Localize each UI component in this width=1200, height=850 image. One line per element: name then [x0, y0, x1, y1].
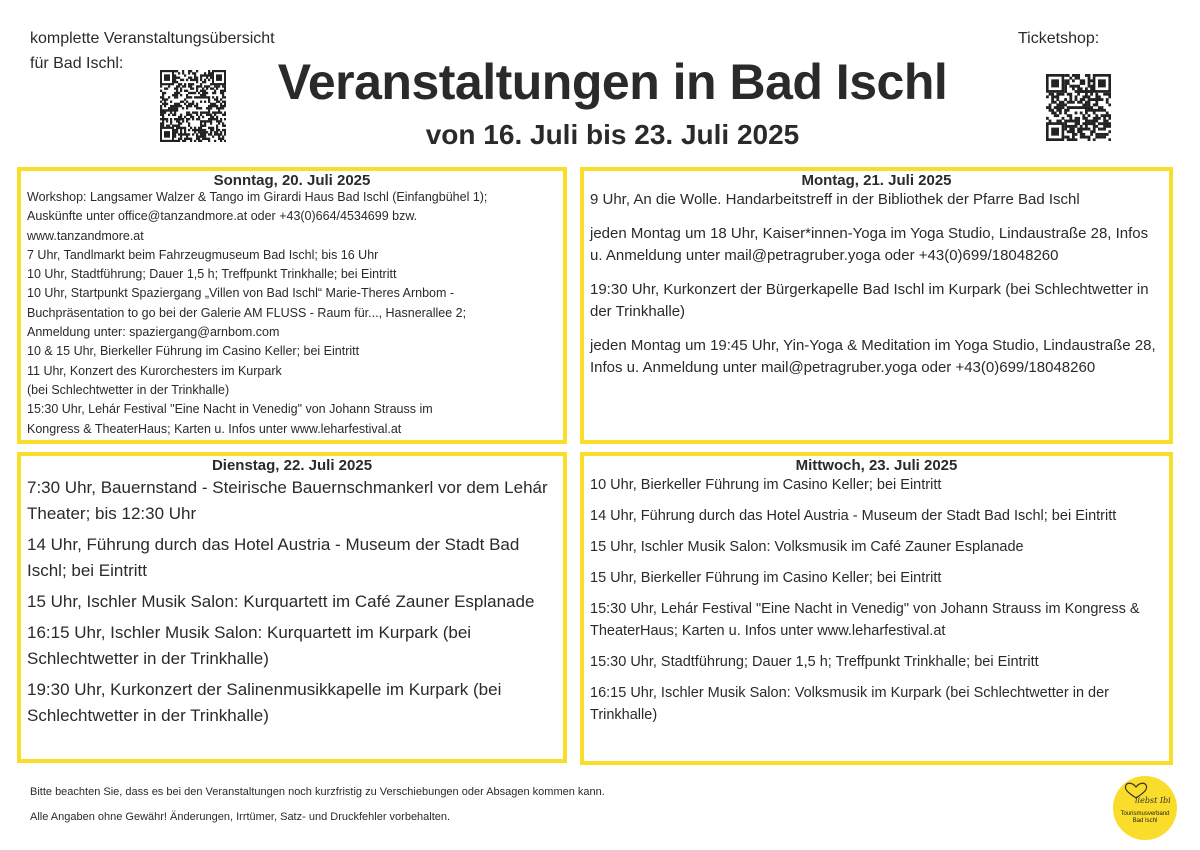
event-item: 7:30 Uhr, Bauernstand - Steirische Bauernschmankerl vor dem Lehár Theater; bis 12:30 Uhr [27, 478, 548, 523]
event-item: jeden Montag um 19:45 Uhr, Yin-Yoga & Meditation im Yoga Studio, Lindaustraße 28, Infos u. Anmeldung unter mail@petragruber.yoga oder +43(0)699/18048260 [590, 336, 1156, 376]
event-item: 15 Uhr, Ischler Musik Salon: Kurquartett im Café Zauner Esplanade [27, 592, 535, 611]
day-heading: Dienstag, 22. Juli 2025 [211, 457, 373, 474]
page-title: Veranstaltungen in Bad Ischl [277, 54, 948, 110]
event-line: (bei Schlechtwetter in der Trinkhalle) [27, 382, 230, 397]
event-item: jeden Montag um 18 Uhr, Kaiser*innen-Yoga im Yoga Studio, Lindaustraße 28, Infos u. Anmeldung unter mail@petragruber.yoga oder +43(0)699/18048260 [590, 224, 1149, 264]
disclaimer-changes: Bitte beachten Sie, dass es bei den Veranstaltungen noch kurzfristig zu Verschiebungen oder Absagen kommen kann. [30, 786, 605, 798]
day-heading: Montag, 21. Juli 2025 [801, 172, 952, 189]
logo-org-line1: Tourismusverband [1120, 811, 1170, 817]
day-box-monday [580, 167, 1173, 444]
event-line: Kongress & TheaterHaus; Karten u. Infos unter www.leharfestival.at [27, 421, 402, 436]
event-line: Workshop: Langsamer Walzer & Tango im Girardi Haus Bad Ischl (Einfangbühel 1); [27, 190, 488, 204]
logo-org-line2: Bad Ischl [1132, 818, 1158, 824]
event-line: 7 Uhr, Tandlmarkt beim Fahrzeugmuseum Bad Ischl; bis 16 Uhr [27, 247, 379, 262]
event-item: 19:30 Uhr, Kurkonzert der Bürgerkapelle Bad Ischl im Kurpark (bei Schlechtwetter in der Trinkhalle) [590, 280, 1149, 320]
page-subtitle: von 16. Juli bis 23. Juli 2025 [425, 119, 800, 150]
event-line: Auskünfte unter office@tanzandmore.at oder +43(0)664/4534699 bzw. [27, 209, 418, 224]
ticketshop-label: Ticketshop: [1018, 30, 1100, 47]
event-item: 16:15 Uhr, Ischler Musik Salon: Kurquartett im Kurpark (bei Schlechtwetter in der Trinkhalle) [27, 623, 472, 668]
event-item: 16:15 Uhr, Ischler Musik Salon: Volksmusik im Kurpark (bei Schlechtwetter in der Trinkhalle) [590, 685, 1109, 723]
event-line: 15:30 Uhr, Lehár Festival "Eine Nacht in Venedig" von Johann Strauss im [27, 402, 433, 417]
event-line: 10 & 15 Uhr, Bierkeller Führung im Casino Keller; bei Eintritt [27, 344, 360, 359]
day-box-sunday [17, 167, 567, 444]
event-line: www.tanzandmore.at [27, 228, 144, 243]
event-item: 14 Uhr, Führung durch das Hotel Austria - Museum der Stadt Bad Ischl; bei Eintritt [590, 508, 1117, 524]
event-item: 19:30 Uhr, Kurkonzert der Salinenmusikkapelle im Kurpark (bei Schlechtwetter in der Trinkhalle) [27, 680, 502, 725]
day-box-tuesday [17, 452, 567, 763]
event-item: 14 Uhr, Führung durch das Hotel Austria - Museum der Stadt Bad Ischl; bei Eintritt [27, 535, 520, 580]
event-item: 15:30 Uhr, Lehár Festival "Eine Nacht in Venedig" von Johann Strauss im Kongress & TheaterHaus; Karten u. Infos unter www.leharfestival.at [590, 601, 1140, 639]
event-line: Anmeldung unter: spaziergang@arnbom.com [27, 325, 280, 340]
tourismusverband-logo [1113, 776, 1177, 840]
overview-qr-code-icon[interactable] [160, 70, 226, 142]
event-item: 15:30 Uhr, Stadtführung; Dauer 1,5 h; Treffpunkt Trinkhalle; bei Eintritt [590, 654, 1039, 670]
overview-intro-line1: komplette Veranstaltungsübersicht [30, 30, 275, 47]
day-heading: Mittwoch, 23. Juli 2025 [795, 457, 958, 474]
event-line: 10 Uhr, Startpunkt Spaziergang „Villen von Bad Ischl“ Marie-Theres Arnbom - [27, 286, 455, 301]
ticketshop-qr-code-icon[interactable] [1046, 74, 1111, 141]
event-item: 15 Uhr, Ischler Musik Salon: Volksmusik im Café Zauner Esplanade [590, 539, 1024, 555]
disclaimer-no-warranty: Alle Angaben ohne Gewähr! Änderungen, Irrtümer, Satz- und Druckfehler vorbehalten. [30, 811, 451, 823]
day-heading: Sonntag, 20. Juli 2025 [213, 172, 371, 189]
event-line: 11 Uhr, Konzert des Kurorchesters im Kurpark [27, 363, 282, 378]
logo-script-text: liebst Ibi [1135, 796, 1171, 805]
day-box-wednesday [580, 452, 1173, 765]
event-item: 9 Uhr, An die Wolle. Handarbeitstreff in der Bibliothek der Pfarre Bad Ischl [590, 191, 1080, 208]
overview-intro-line2: für Bad Ischl: [30, 55, 124, 72]
event-line: 10 Uhr, Stadtführung; Dauer 1,5 h; Treffpunkt Trinkhalle; bei Eintritt [27, 267, 397, 282]
event-item: 10 Uhr, Bierkeller Führung im Casino Keller; bei Eintritt [590, 477, 942, 493]
event-line: Buchpräsentation to go bei der Galerie AM FLUSS - Raum für..., Hasnerallee 2; [27, 305, 467, 320]
event-item: 15 Uhr, Bierkeller Führung im Casino Keller; bei Eintritt [590, 570, 942, 586]
